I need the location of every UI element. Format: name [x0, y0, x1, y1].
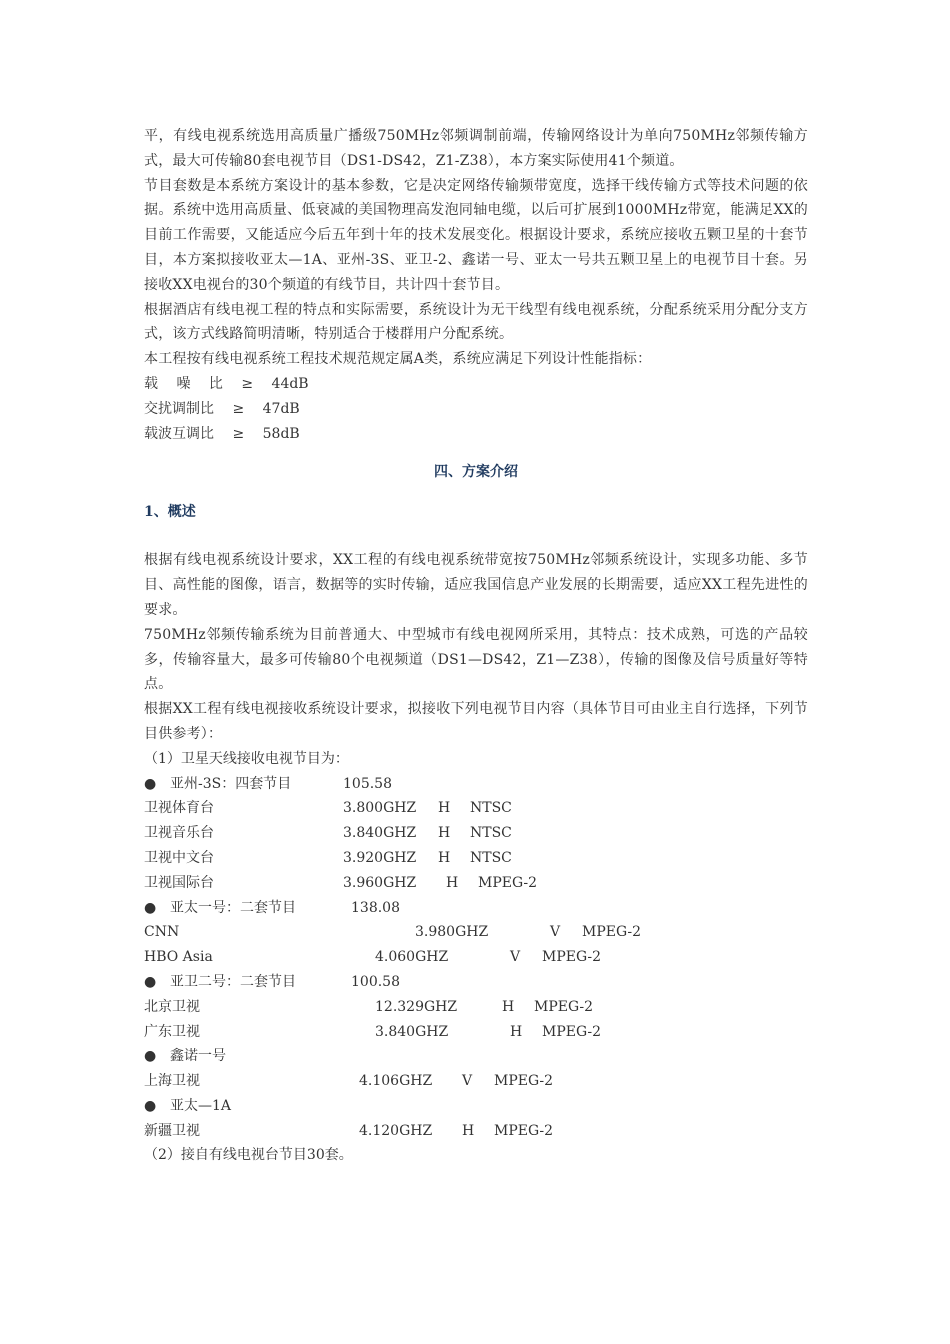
overview-paragraph-2: 750MHz邻频传输系统为目前普通大、中型城市有线电视网所采用，其特点：技术成熟，可选的产品较多，传输容量大，最多可传输80个电视频道（DS1—DS42，Z1—Z38），传输的图像及信号质量好等特点。: [144, 626, 808, 693]
subsection-title: 1、概述: [144, 504, 196, 521]
channel-row: [144, 995, 808, 1020]
channel-name: 卫视体育台: [144, 800, 214, 817]
channel-format: MPEG-2: [534, 998, 594, 1015]
satellite-header: [144, 772, 808, 797]
channel-name: 卫视中文台: [144, 849, 214, 866]
channel-format: MPEG-2: [582, 924, 642, 941]
channel-freq: 3.840GHZ: [343, 825, 417, 842]
section-title: 四、方案介绍: [434, 464, 518, 481]
satellite-header: [144, 970, 808, 995]
channel-format: MPEG-2: [494, 1073, 554, 1090]
channel-row: [144, 1020, 808, 1045]
channel-format: NTSC: [470, 825, 512, 842]
channel-pol: H: [510, 1023, 523, 1040]
channel-format: NTSC: [470, 800, 512, 817]
bullet-icon: ●: [144, 1097, 157, 1114]
channel-name: 新疆卫视: [144, 1122, 200, 1139]
channel-freq: 3.840GHZ: [375, 1023, 449, 1040]
intro-paragraph-2: 节目套数是本系统方案设计的基本参数，它是决定网络传输频带宽度，选择干线传输方式等技术问题的依据。系统中选用高质量、低衰减的美国物理高发泡同轴电缆，以后可扩展到1000MHz带宽，能满足XX的目前工作需要，又能适应今后五年到十年的技术发展变化。根据设计要求，系统应接收五颗卫星的十套节目，本方案拟接收亚太—1A、亚州-3S、亚卫-2、鑫诺一号、亚太一号共五颗卫星上的电视节目十套。另接收XX电视台的30个频道的有线节目，共计四十套节目。: [144, 177, 808, 293]
satellite-label: 亚州-3S：四套节目: [170, 775, 292, 792]
channel-pol: H: [438, 849, 451, 866]
spec-cross-modulation: 交扰调制比 ≥ 47dB: [144, 400, 300, 417]
channel-row: [144, 1119, 808, 1144]
channel-pol: H: [462, 1122, 475, 1139]
bullet-icon: ●: [144, 1048, 157, 1065]
list-intro: （1）卫星天线接收电视节目为：: [144, 750, 349, 767]
channel-row: [144, 920, 808, 945]
channel-format: MPEG-2: [542, 1023, 602, 1040]
channel-freq: 3.960GHZ: [343, 874, 417, 891]
channel-row: [144, 846, 808, 871]
channel-pol: V: [550, 924, 561, 941]
channel-freq: 4.120GHZ: [359, 1122, 433, 1139]
channel-pol: V: [462, 1073, 473, 1090]
channel-format: MPEG-2: [494, 1122, 554, 1139]
channel-row: [144, 871, 808, 896]
channel-row: [144, 1069, 808, 1094]
channel-name: 北京卫视: [144, 998, 200, 1015]
bullet-icon: ●: [144, 973, 157, 990]
channel-freq: 12.329GHZ: [375, 998, 458, 1015]
satellite-label: 亚太—1A: [170, 1097, 232, 1114]
channel-name: 广东卫视: [144, 1023, 200, 1040]
channel-format: MPEG-2: [542, 949, 602, 966]
channel-row: [144, 821, 808, 846]
satellite-header: [144, 1044, 808, 1069]
channel-format: NTSC: [470, 849, 512, 866]
channel-format: MPEG-2: [478, 874, 538, 891]
channel-row: [144, 796, 808, 821]
channel-pol: H: [446, 874, 459, 891]
overview-paragraph-1: 根据有线电视系统设计要求，XX工程的有线电视系统带宽按750MHz邻频系统设计，实现多功能、多节目、高性能的图像，语言，数据等的实时传输，适应我国信息产业发展的长期需要，适应XX工程先进性的要求。: [144, 552, 808, 618]
channel-name: HBO Asia: [144, 949, 213, 966]
channel-pol: H: [438, 800, 451, 817]
bullet-icon: ●: [144, 775, 157, 792]
satellite-header: [144, 1094, 808, 1119]
channel-row: [144, 945, 808, 970]
channel-pol: V: [510, 949, 521, 966]
spec-intermodulation: 载波互调比 ≥ 58dB: [144, 425, 300, 442]
bullet-icon: ●: [144, 899, 157, 916]
channel-name: 卫视国际台: [144, 874, 214, 891]
satellite-position: 105.58: [343, 775, 392, 792]
satellite-position: 138.08: [351, 899, 400, 916]
channel-freq: 3.980GHZ: [415, 924, 489, 941]
channel-freq: 4.060GHZ: [375, 949, 449, 966]
overview-paragraph-3: 根据XX工程有线电视接收系统设计要求，拟接收下列电视节目内容（具体节目可由业主自行选择，下列节目供参考）：: [144, 701, 808, 742]
satellite-label: 鑫诺一号: [170, 1048, 226, 1065]
intro-paragraph-4: 本工程按有线电视系统工程技术规范规定属A类，系统应满足下列设计性能指标：: [144, 351, 652, 368]
channel-freq: 4.106GHZ: [359, 1073, 433, 1090]
channel-name: 上海卫视: [144, 1073, 200, 1090]
intro-paragraph-3: 根据酒店有线电视工程的特点和实际需要，系统设计为无干线型有线电视系统，分配系统采用分配分支方式，该方式线路简明清晰，特别适合于楼群用户分配系统。: [144, 301, 808, 343]
list-end: （2）接自有线电视台节目30套。: [144, 1147, 353, 1164]
satellite-header: [144, 896, 808, 921]
channel-name: 卫视音乐台: [144, 825, 214, 842]
spec-cnr: 载 噪 比 ≥ 44dB: [144, 375, 309, 392]
satellite-label: 亚太一号：二套节目: [170, 899, 296, 916]
channel-name: CNN: [144, 924, 180, 941]
document-page: [144, 124, 808, 1168]
channel-pol: H: [502, 998, 515, 1015]
satellite-label: 亚卫二号：二套节目: [170, 973, 296, 990]
satellite-position: 100.58: [351, 973, 400, 990]
channel-pol: H: [438, 825, 451, 842]
intro-paragraph-1: 平，有线电视系统选用高质量广播级750MHz邻频调制前端，传输网络设计为单向750MHz邻频传输方式，最大可传输80套电视节目（DS1-DS42，Z1-Z38），本方案实际使用41个频道。: [144, 128, 808, 169]
channel-freq: 3.800GHZ: [343, 800, 417, 817]
channel-freq: 3.920GHZ: [343, 849, 417, 866]
